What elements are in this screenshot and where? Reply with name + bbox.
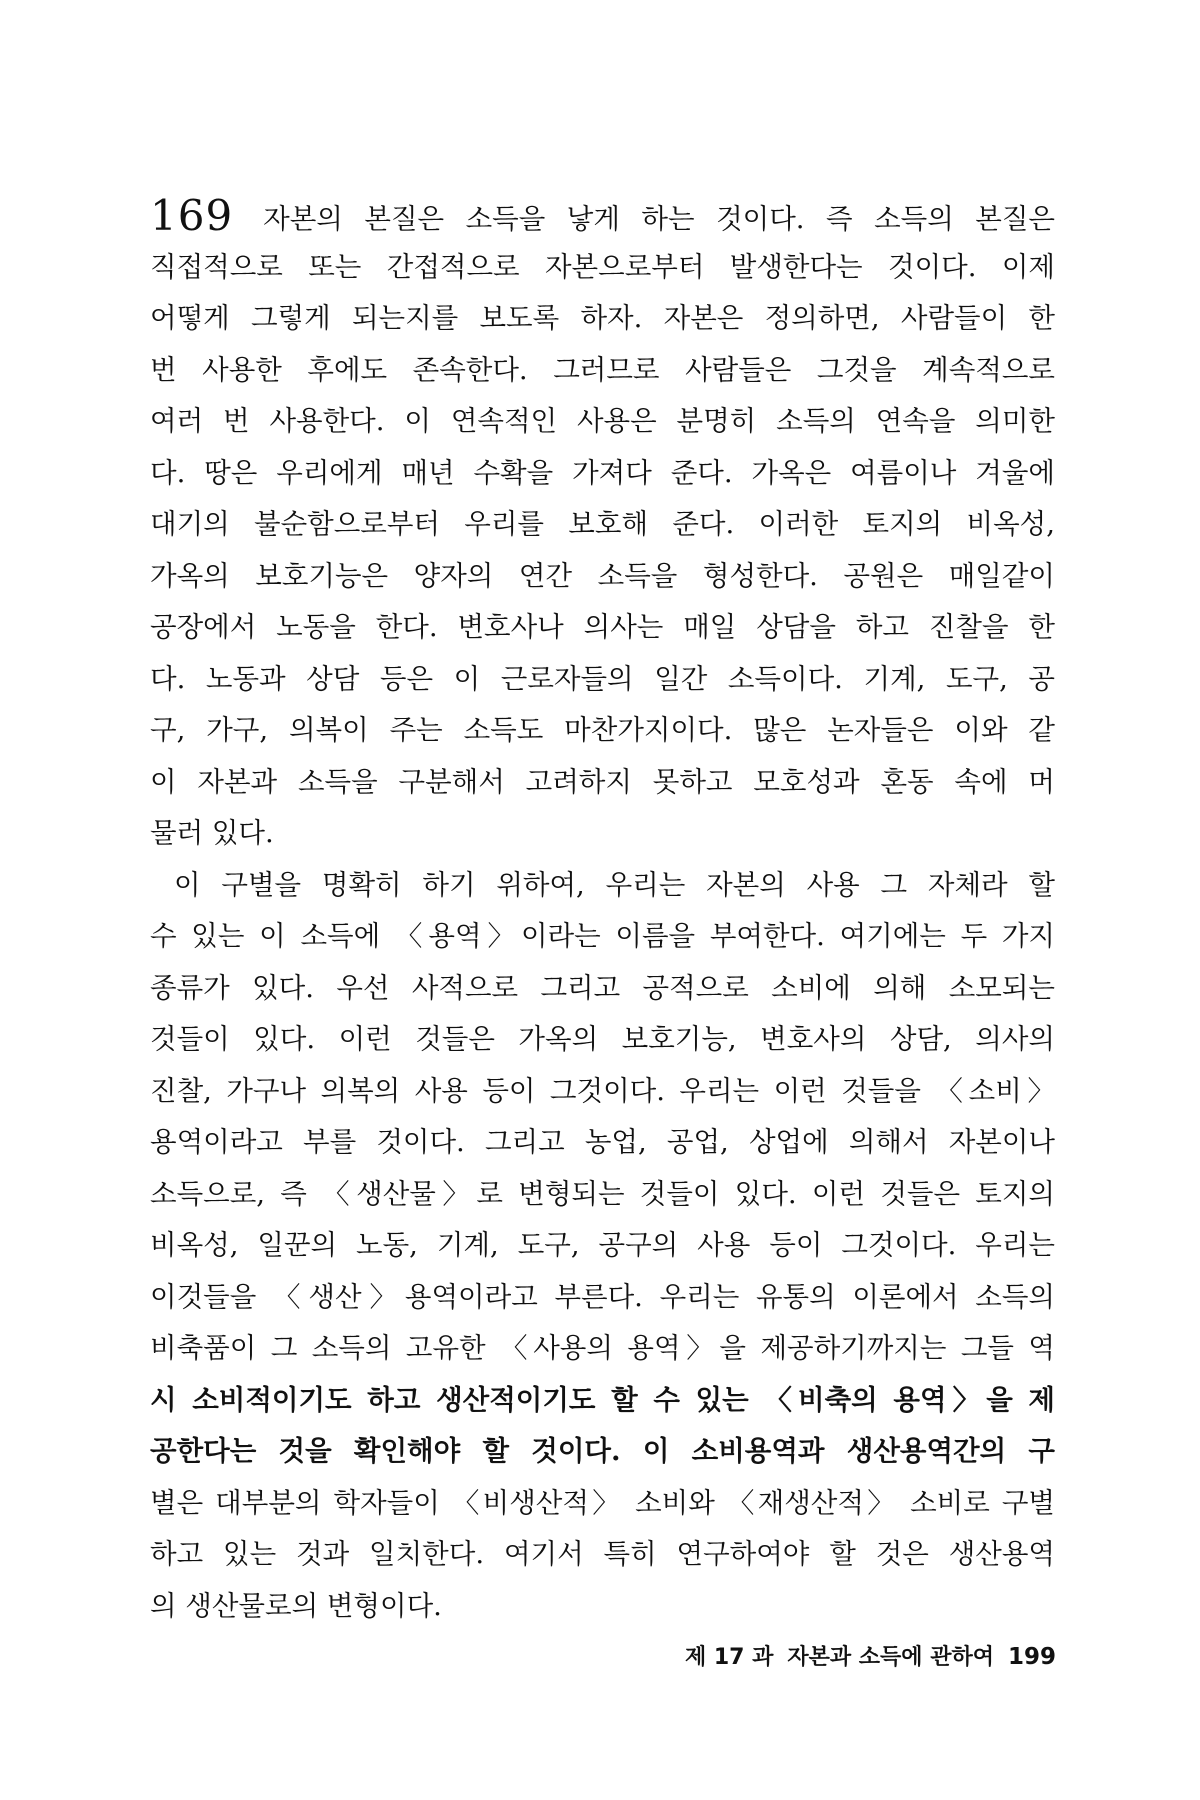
text-line: 직접적으로 또는 간접적으로 자본으로부터 발생한다는 것이다. 이제 [150,250,1055,283]
text-line: 별은 대부분의 학자들이 〈비생산적〉 소비와 〈재생산적〉 소비로 구별 [150,1486,1055,1519]
chapter-label: 제 17 과 [684,1645,774,1670]
text-line: 소득으로, 즉 〈생산물〉로 변형되는 것들이 있다. 이런 것들은 토지의 [150,1177,1055,1210]
page-body [150,190,1055,1632]
text-line: 비축품이 그 소득의 고유한 〈사용의 용역〉을 제공하기까지는 그들 역 [150,1332,1055,1364]
text-line: 용역이라고 부를 것이다. 그리고 농업, 공업, 상업에 의해서 자본이나 [150,1126,1055,1158]
text-line: 의 생산물로의 변형이다. [150,1589,442,1622]
text-line: 수 있는 이 소득에 〈용역〉이라는 이름을 부여한다. 여기에는 두 가지 [150,920,1055,952]
text-line: 번 사용한 후에도 존속한다. 그러므로 사람들은 그것을 계속적으로 [150,353,1055,386]
text-line: 진찰, 가구나 의복의 사용 등이 그것이다. 우리는 이런 것들을 〈소비〉 [150,1074,1055,1107]
text-line: 이 자본과 소득을 구분해서 고려하지 못하고 모호성과 혼동 속에 머 [150,765,1055,798]
text-line: 대기의 불순함으로부터 우리를 보호해 준다. 이러한 토지의 비옥성, [150,508,1055,540]
text-line: 169 자본의 본질은 소득을 낳게 하는 것이다. 즉 소득의 본질은 [150,191,1055,240]
section-number: 169 [150,191,234,240]
text-line: 비옥성, 일꾼의 노동, 기계, 도구, 공구의 사용 등이 그것이다. 우리는 [150,1229,1055,1261]
text-line: 하고 있는 것과 일치한다. 여기서 특히 연구하여야 할 것은 생산용역 [150,1538,1055,1570]
chapter-title: 자본과 소득에 관하여 [787,1645,994,1670]
text-line: 물러 있다. [150,817,274,849]
text-line: 종류가 있다. 우선 사적으로 그리고 공적으로 소비에 의해 소모되는 [150,971,1055,1004]
text-line: 다. 노동과 상담 등은 이 근로자들의 일간 소득이다. 기계, 도구, 공 [150,662,1055,695]
running-footer [628,1640,1056,1671]
text-line: 공장에서 노동을 한다. 변호사나 의사는 매일 상담을 하고 진찰을 한 [150,611,1055,643]
page-number: 199 [1007,1644,1056,1670]
text-line: 이 구별을 명확히 하기 위하여, 우리는 자본의 사용 그 자체라 할 [174,868,1055,901]
text-line: 여러 번 사용한다. 이 연속적인 사용은 분명히 소득의 연속을 의미한 [150,405,1055,437]
text-line: 것들이 있다. 이런 것들은 가옥의 보호기능, 변호사의 상담, 의사의 [150,1023,1055,1055]
text-line: 가옥의 보호기능은 양자의 연간 소득을 형성한다. 공원은 매일같이 [150,559,1055,592]
text-line: 이것들을 〈생산〉용역이라고 부른다. 우리는 유통의 이론에서 소득의 [150,1280,1055,1313]
text-line: 다. 땅은 우리에게 매년 수확을 가져다 준다. 가옥은 여름이나 겨울에 [150,456,1055,489]
text-line: 어떻게 그렇게 되는지를 보도록 하자. 자본은 정의하면, 사람들이 한 [150,302,1055,334]
text-line: 시 소비적이기도 하고 생산적이기도 할 수 있는 〈비축의 용역〉을 제 [150,1383,1055,1416]
text-line: 공한다는 것을 확인해야 할 것이다. 이 소비용역과 생산용역간의 구 [150,1435,1055,1467]
text-line: 구, 가구, 의복이 주는 소득도 마찬가지이다. 많은 논자들은 이와 같 [150,714,1055,746]
